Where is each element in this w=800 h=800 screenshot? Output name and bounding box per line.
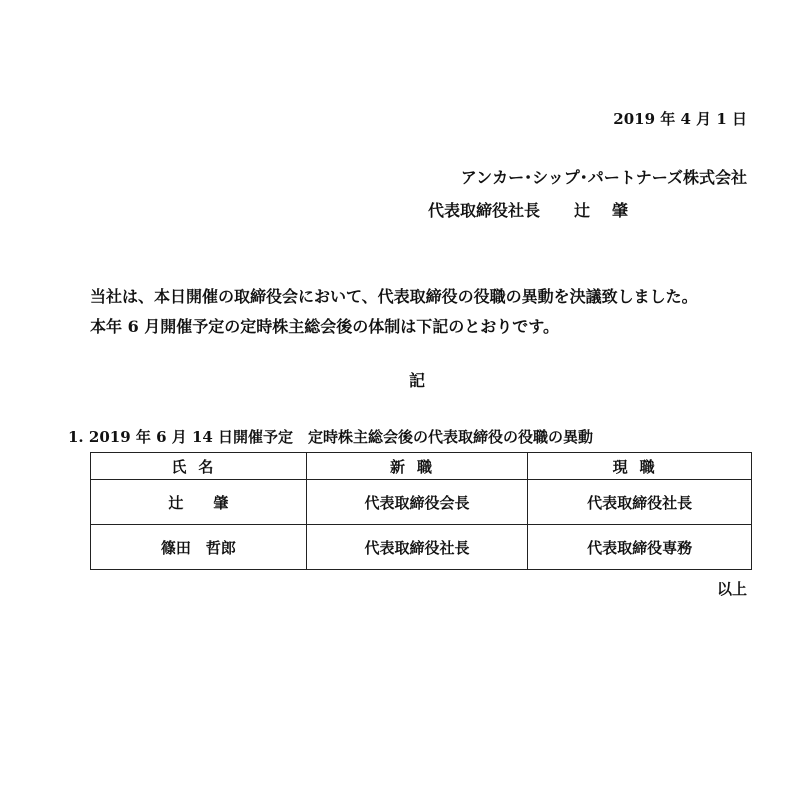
ki-marker: 記 [409, 371, 426, 390]
signer-given-name: 肇 [612, 201, 629, 220]
cell-name: 辻 肇 [91, 480, 307, 525]
table-row [91, 480, 752, 525]
column-header-current-position: 現職 [528, 453, 752, 480]
position-change-table [90, 452, 752, 570]
signer-title: 代表取締役社長 [428, 201, 541, 220]
cell-current-position: 代表取締役専務 [528, 525, 752, 570]
signer-name [574, 198, 628, 221]
closing-mark: 以上 [716, 580, 747, 598]
column-header-new-position: 新職 [306, 453, 528, 480]
item-heading: 1. 2019 年 6 月 14 日開催予定 定時株主総会後の代表取締役の役職の異動 [68, 428, 594, 446]
company-name: アンカー･シップ･パートナーズ株式会社 [460, 168, 747, 187]
cell-current-position: 代表取締役社長 [528, 480, 752, 525]
document-date: 2019 年 4 月 1 日 [613, 110, 747, 128]
cell-new-position: 代表取締役会長 [306, 480, 528, 525]
table-header-row [91, 453, 752, 480]
signer-family-name: 辻 [574, 201, 591, 220]
table-row [91, 525, 752, 570]
column-header-name: 氏名 [91, 453, 307, 480]
cell-name: 篠田 哲郎 [91, 525, 307, 570]
cell-new-position: 代表取締役社長 [306, 525, 528, 570]
announcement-line-1: 当社は、本日開催の取締役会において、代表取締役の役職の異動を決議致しました。 [90, 287, 698, 306]
announcement-line-2: 本年 6 月開催予定の定時株主総会後の体制は下記のとおりです。 [90, 317, 559, 336]
signer-block [428, 198, 628, 221]
